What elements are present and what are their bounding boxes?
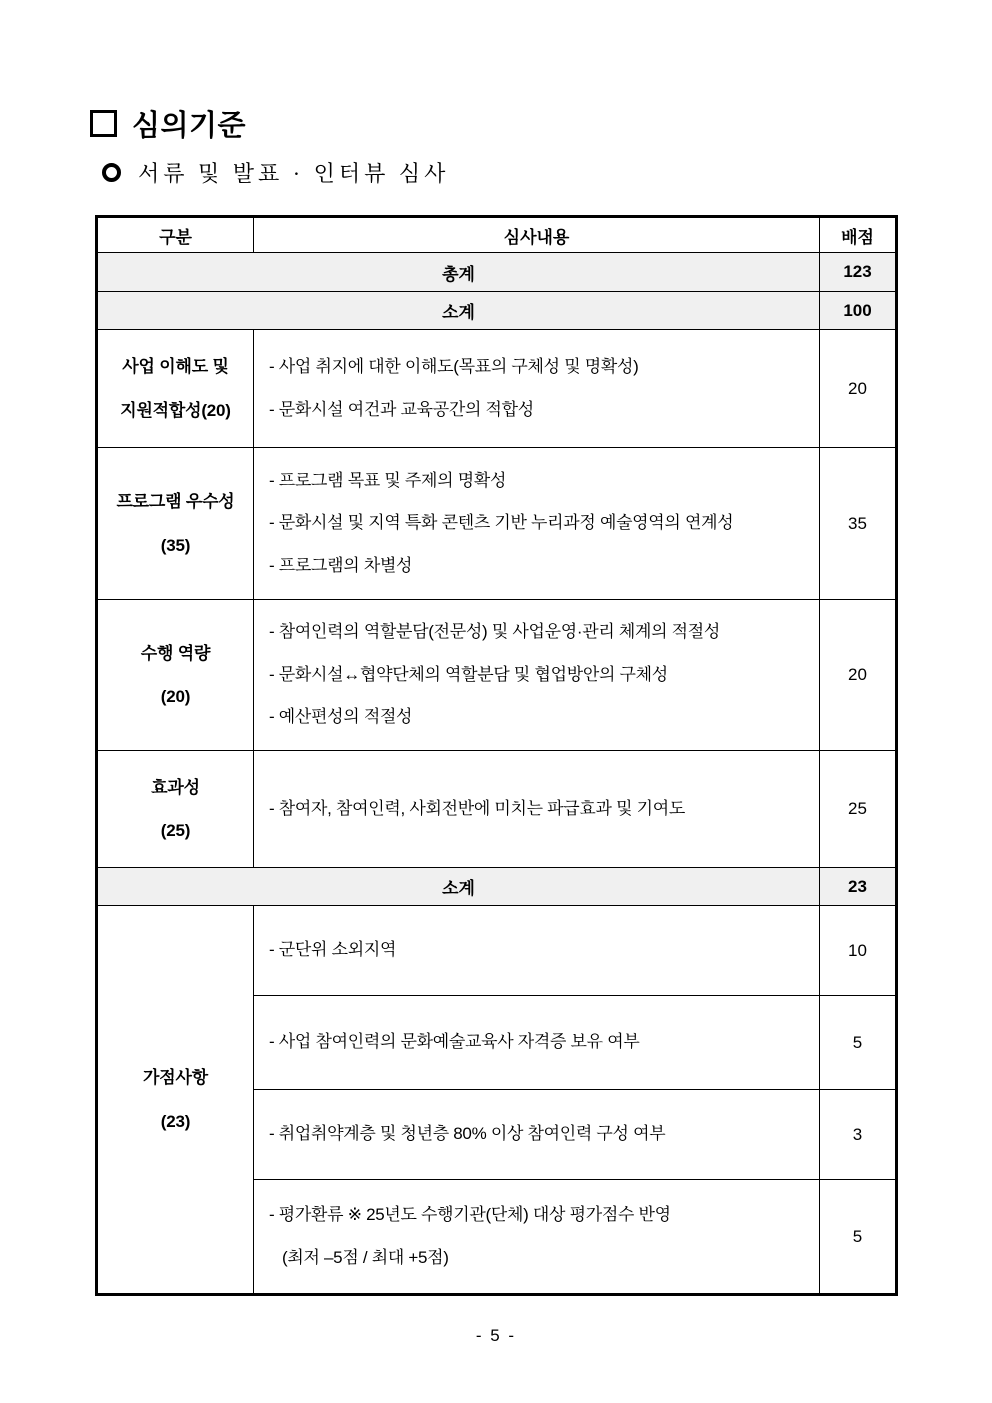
criteria-items — [254, 600, 820, 751]
header-category: 구분 — [97, 217, 254, 253]
bonus-item-cell — [254, 906, 820, 996]
bonus-points: 10 — [820, 906, 897, 996]
section-title-text: 심의기준 — [132, 110, 247, 142]
criteria-category — [97, 751, 254, 868]
subsection-title-text: 서류 및 발표 · 인터뷰 심사 — [138, 161, 450, 186]
bonus-item: - 평가환류 ※ 25년도 수행기관(단체) 대상 평가점수 반영 — [269, 1205, 671, 1224]
criteria-category — [97, 448, 254, 600]
category-line: 가점사항 — [143, 1068, 208, 1088]
bonus-item-cell — [254, 1180, 820, 1295]
total-label: 총계 — [97, 253, 820, 292]
criteria-item: - 예산편성의 적절성 — [269, 707, 413, 727]
criteria-category — [97, 600, 254, 751]
bonus-item-continued: (최저 –5점 / 최대 +5점) — [282, 1247, 449, 1267]
header-points: 배점 — [820, 217, 897, 253]
criteria-item: - 문화시설↔협약단체의 역할분담 및 협업방안의 구체성 — [269, 664, 668, 684]
criteria-item: - 사업 취지에 대한 이해도(목표의 구체성 및 명확성) — [269, 357, 639, 376]
criteria-row-understanding — [97, 330, 897, 448]
section-title — [90, 103, 246, 144]
subtotal2-row — [97, 868, 897, 906]
criteria-row-program — [97, 448, 897, 600]
subtotal-row — [97, 292, 897, 330]
criteria-items — [254, 330, 820, 448]
subsection-title — [102, 157, 449, 188]
bonus-item-cell — [254, 996, 820, 1090]
category-line: (23) — [160, 1111, 191, 1131]
bonus-category — [97, 906, 254, 1295]
header-content: 심사내용 — [254, 217, 820, 253]
subtotal2-label: 소계 — [97, 868, 820, 906]
page-number: - 5 - — [475, 1326, 517, 1345]
review-criteria-table — [95, 215, 898, 1296]
category-line: 사업 이해도 및 — [122, 357, 229, 377]
criteria-item: - 문화시설 및 지역 특화 콘텐츠 기반 누리과정 예술영역의 연계성 — [269, 513, 734, 533]
criteria-item: - 프로그램 목표 및 주제의 명확성 — [269, 470, 507, 490]
criteria-category — [97, 330, 254, 448]
bonus-item-cell — [254, 1090, 820, 1180]
criteria-points: 35 — [820, 448, 897, 600]
bonus-points: 5 — [820, 1180, 897, 1295]
bonus-item: - 군단위 소외지역 — [269, 940, 397, 960]
criteria-points: 25 — [820, 751, 897, 868]
category-line: (35) — [160, 535, 191, 555]
criteria-item: - 참여인력의 역할분담(전문성) 및 사업운영·관리 체계의 적절성 — [269, 622, 721, 642]
category-line: 프로그램 우수성 — [116, 492, 235, 512]
bonus-item: - 사업 참여인력의 문화예술교육사 자격증 보유 여부 — [269, 1032, 640, 1052]
total-points: 123 — [820, 253, 897, 292]
subtotal2-points: 23 — [820, 868, 897, 906]
criteria-row-effectiveness — [97, 751, 897, 868]
criteria-row-capability — [97, 600, 897, 751]
bonus-item: - 취업취약계층 및 청년층 80% 이상 참여인력 구성 여부 — [269, 1124, 666, 1144]
bonus-points: 5 — [820, 996, 897, 1090]
category-line: 지원적합성(20) — [120, 400, 231, 420]
criteria-item: - 문화시설 여건과 교육공간의 적합성 — [269, 399, 534, 419]
criteria-items — [254, 448, 820, 600]
criteria-points: 20 — [820, 600, 897, 751]
criteria-points: 20 — [820, 330, 897, 448]
subtotal-points: 100 — [820, 292, 897, 330]
criteria-item: - 참여자, 참여인력, 사회전반에 미치는 파급효과 및 기여도 — [269, 798, 685, 818]
criteria-item: - 프로그램의 차별성 — [269, 555, 413, 575]
bonus-points: 3 — [820, 1090, 897, 1180]
category-line: 수행 역량 — [140, 643, 211, 663]
subtotal-label: 소계 — [97, 292, 820, 330]
square-bullet-icon — [90, 110, 117, 137]
bonus-row — [97, 906, 897, 996]
circle-bullet-icon — [102, 163, 121, 182]
category-line: (25) — [160, 821, 191, 840]
category-line: 효과성 — [151, 777, 200, 797]
category-line: (20) — [160, 687, 191, 706]
criteria-items — [254, 751, 820, 868]
table-header-row — [97, 217, 897, 253]
total-row — [97, 253, 897, 292]
